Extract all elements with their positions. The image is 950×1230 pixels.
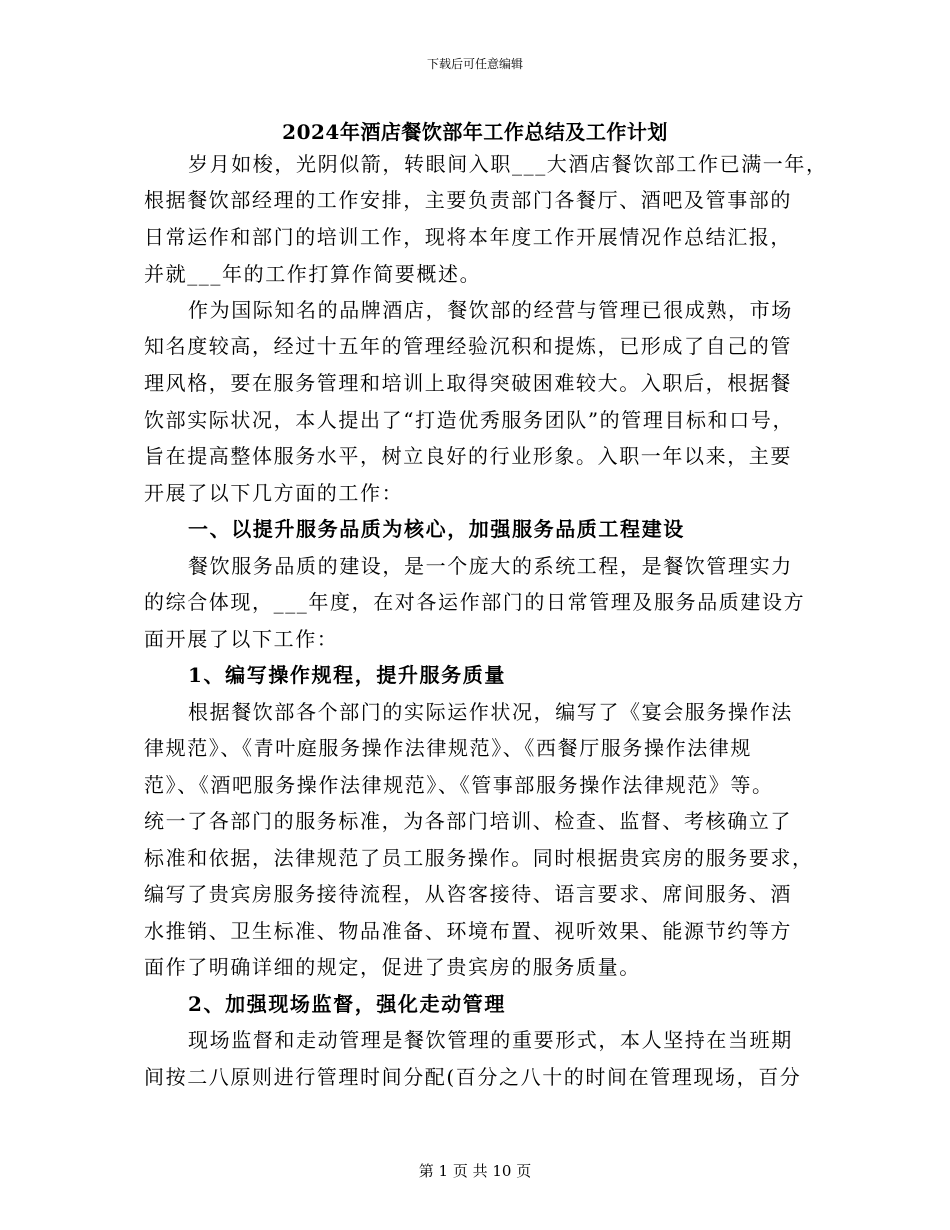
paragraph-line: 理风格，要在服务管理和培训上取得突破困难较大。入职后，根据餐	[144, 371, 792, 395]
paragraph-line: 现场监督和走动管理是餐饮管理的重要形式，本人坚持在当班期	[188, 1028, 793, 1052]
paragraph-line: 面开展了以下工作：	[144, 627, 339, 651]
subsection-heading: 1、编写操作规程，提升服务质量	[188, 663, 506, 687]
paragraph-line: 编写了贵宾房服务接待流程，从咨客接待、语言要求、席间服务、酒	[144, 882, 792, 906]
subsection-heading: 2、加强现场监督，强化走动管理	[188, 992, 506, 1016]
document-title: 2024年酒店餐饮部年工作总结及工作计划	[282, 120, 668, 144]
paragraph-line: 岁月如梭，光阴似箭，转眼间入职___大酒店餐饮部工作已满一年，	[188, 152, 828, 176]
paragraph-line: 根据餐饮部经理的工作安排，主要负责部门各餐厅、酒吧及管事部的	[144, 188, 792, 212]
paragraph-line: 标准和依据，法律规范了员工服务操作。同时根据贵宾房的服务要求，	[144, 846, 814, 870]
paragraph-line: 餐饮服务品质的建设，是一个庞大的系统工程，是餐饮管理实力	[188, 554, 793, 578]
paragraph-line: 统一了各部门的服务标准，为各部门培训、检查、监督、考核确立了	[144, 809, 792, 833]
paragraph-line: 作为国际知名的品牌酒店，餐饮部的经营与管理已很成熟，市场	[188, 298, 793, 322]
paragraph-line: 根据餐饮部各个部门的实际运作状况，编写了《宴会服务操作法	[188, 700, 793, 724]
paragraph-line: 间按二八原则进行管理时间分配(百分之八十的时间在管理现场，百分	[144, 1065, 802, 1089]
paragraph-line: 饮部实际状况，本人提出了“打造优秀服务团队”的管理目标和口号，	[144, 408, 795, 432]
paragraph-line: 并就___年的工作打算作简要概述。	[144, 262, 482, 286]
paragraph-line: 范》、《酒吧服务操作法律规范》、《管事部服务操作法律规范》等。	[144, 773, 774, 797]
paragraph-line: 知名度较高，经过十五年的管理经验沉积和提炼，已形成了自己的管	[144, 334, 792, 358]
paragraph-line: 律规范》、《青叶庭服务操作法律规范》、《西餐厅服务操作法律规	[144, 736, 752, 760]
paragraph-line: 旨在提高整体服务水平，树立良好的行业形象。入职一年以来，主要	[144, 444, 792, 468]
section-heading: 一、以提升服务品质为核心，加强服务品质工程建设	[188, 517, 685, 541]
header-note: 下载后可任意编辑	[426, 57, 523, 71]
paragraph-line: 水推销、卫生标准、物品准备、环境布置、视听效果、能源节约等方	[144, 919, 792, 943]
paragraph-line: 开展了以下几方面的工作：	[144, 481, 404, 505]
paragraph-line: 日常运作和部门的培训工作，现将本年度工作开展情况作总结汇报，	[144, 225, 792, 249]
paragraph-line: 的综合体现，___年度，在对各运作部门的日常管理及服务品质建设方	[144, 590, 806, 614]
page-footer: 第 1 页 共 10 页	[418, 1162, 532, 1180]
paragraph-line: 面作了明确详细的规定，促进了贵宾房的服务质量。	[144, 955, 641, 979]
